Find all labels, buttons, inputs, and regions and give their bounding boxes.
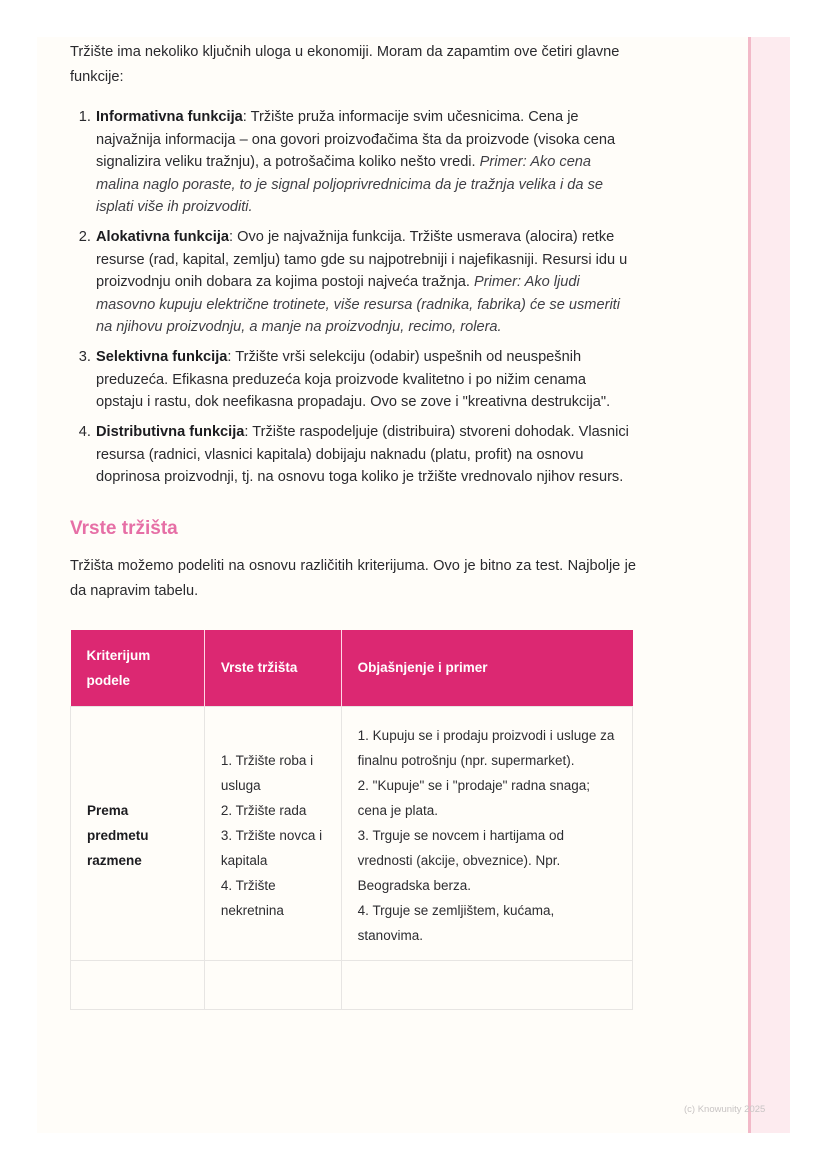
function-title: Informativna funkcija <box>96 109 243 125</box>
market-type: 2. Tržište rada <box>220 802 307 818</box>
function-item-informative <box>95 106 636 219</box>
truncated-cell <box>204 960 341 1009</box>
truncated-cell <box>71 960 205 1009</box>
copyright-watermark: (c) Knowunity 2025 <box>684 1104 766 1115</box>
function-item-selective <box>95 346 636 414</box>
criterion-cell: Prema predmetu razmene <box>71 706 205 960</box>
market-type: 3. Tržište novca i kapitala <box>220 827 323 868</box>
function-example: Primer: Ako ljudi masovno kupuju električne trotinete, više resursa (radnika, fabrika) će se usmeriti na njihovu proizvodnju, a manje na proizvodnju, recimo, rolera. <box>96 274 620 335</box>
explanation-cell <box>341 706 632 960</box>
explanation-line: 2. "Kupuje" se i "prodaje" radna snaga; cena je plata. <box>357 777 590 818</box>
function-item-distributive <box>95 421 636 489</box>
function-item-allocative <box>95 226 636 339</box>
intro-paragraph: Tržište ima nekoliko ključnih uloga u ekonomiji. Moram da zapamtim ove četiri glavne funkcije: <box>70 44 620 85</box>
market-types-table <box>70 630 633 1010</box>
function-text: : Tržište raspodeljuje (distribuira) stvoreni dohodak. Vlasnici resursa (radnici, vlasnici kapitala) dobijaju naknadu (platu, profit) na osnovu doprinosa proizvodnji, tj. na osnovu toga koliko je tržište vrednovalo njihov resurs. <box>96 424 629 485</box>
function-text: : Tržište vrši selekciju (odabir) uspešnih od neuspešnih preduzeća. Efikasna preduzeća koja proizvode kvalitetno i po nižim cenama opstaju i rastu, dok neefikasna propadaju. Ovo se zove i "kreativna destrukcija". <box>96 349 611 410</box>
page-margin-strip <box>748 37 790 1133</box>
table-header-row <box>71 630 633 707</box>
document-content <box>70 37 636 1010</box>
document-page <box>37 37 748 1133</box>
column-header-explanation: Objašnjenje i primer <box>341 630 632 707</box>
truncated-cell <box>341 960 632 1009</box>
explanation-line: 3. Trguje se novcem i hartijama od vrednosti (akcije, obveznice). Npr. Beogradska berza. <box>357 827 565 893</box>
column-header-criterion: Kriterijum podele <box>71 630 205 707</box>
table-row <box>71 706 633 960</box>
function-title: Selektivna funkcija <box>96 349 228 365</box>
section-intro-paragraph: Tržišta možemo podeliti na osnovu različitih kriterijuma. Ovo je bitno za test. Najbolje je da napravim tabelu. <box>70 557 636 599</box>
table-row-truncated <box>71 960 633 1009</box>
market-type: 1. Tržište roba i usluga <box>220 752 314 793</box>
types-cell <box>204 706 341 960</box>
market-type: 4. Tržište nekretnina <box>220 877 284 918</box>
function-title: Distributivna funkcija <box>96 424 245 440</box>
function-text: : Ovo je najvažnija funkcija. Tržište usmerava (alocira) retke resurse (rad, kapital, zemlju) tamo gde su najpotrebniji i najefikasniji. Resursi idu u proizvodnju onih dobara za kojima postoji najveća tražnja. <box>96 229 628 290</box>
market-functions-list <box>70 106 636 489</box>
function-example: Primer: Ako cena malina naglo poraste, to je signal poljoprivrednicima da je tražnja velika i da se isplati više ih proizvoditi. <box>96 154 604 215</box>
explanation-line: 4. Trguje se zemljištem, kućama, stanovima. <box>357 902 555 943</box>
function-text: : Tržište pruža informacije svim učesnicima. Cena je najvažnija informacija – ona govori proizvođačima šta da proizvode (visoka cena signalizira veliku tražnju), a potrošačima koliko nešto vredi. <box>96 109 616 170</box>
explanation-line: 1. Kupuju se i prodaju proizvodi i usluge za finalnu potrošnju (npr. supermarket). <box>357 727 615 768</box>
section-heading: Vrste tržišta <box>70 517 178 539</box>
function-title: Alokativna funkcija <box>96 229 230 245</box>
column-header-types: Vrste tržišta <box>204 630 341 707</box>
